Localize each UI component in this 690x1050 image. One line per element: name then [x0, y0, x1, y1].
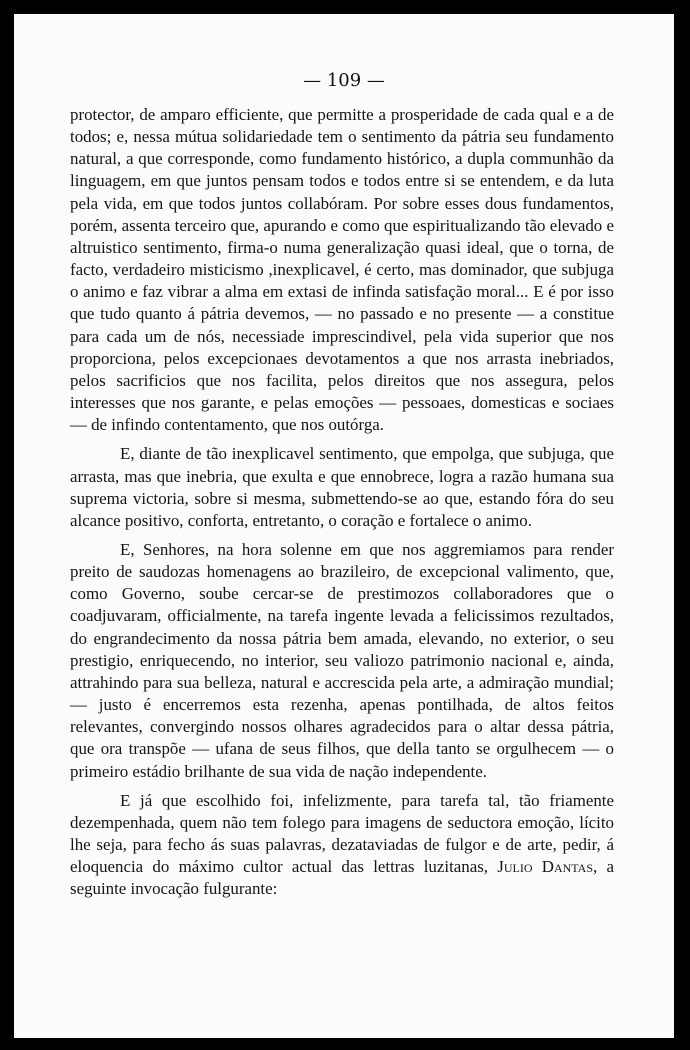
paragraph-1: protector, de amparo efficiente, que permitte a prosperidade de cada qual e a de todos; e, nessa mútua solidariedade tem o sentimento da pátria seu fundamento natural, a que corresponde, como fundamento histórico, a dupla communhão da linguagem, em que juntos pensam todos e todos entre si se entendem, e da luta pela vida, em que todos juntos collabóram. Por sobre esses dous fundamentos, porém, assenta terceiro que, apurando e como que espiritualizando tão elevado e altruistico sentimento, firma-o numa generalização quasi ideal, que o torna, de facto, verdadeiro misticismo ,inexplicavel, é certo, mas dominador, que subjuga o animo e faz vibrar a alma em extasi de infinda satisfação moral... E é por isso que tudo quanto á pátria devemos, — no passado e no presente — a constitue para cada um de nós, necessiade imprescindivel, pela vida superior que nos proporciona, pelos excepcionaes devotamentos a que nos arrasta inebriados, pelos sacrificios que nos facilita, pelos direitos que nos assegura, pelos interesses que nos garante, e pelas emoções — pessoaes, domesticas e sociaes — de infindo contentamento, que nos outórga. — [70, 105, 614, 435]
paragraph-2: E, diante de tão inexplicavel sentimento, que empolga, que subjuga, que arrasta, mas que inebria, que exulta e que ennobrece, logra a razão humana sua suprema victoria, sobre si mesma, submettendo-se ao que, estando fóra do seu alcance positivo, conforta, entretanto, o coração e fortalece o animo. — [70, 444, 614, 530]
paragraph-4-text: E já que escolhido foi, infelizmente, para tarefa tal, tão friamente dezempenhada, quem não tem folego para imagens de seductora emoção, lícito lhe seja, para fecho ás suas palavras, dezataviadas de fulgor e de arte, pedir, á eloquencia do máximo cultor actual das lettras luzitanas, — [70, 790, 614, 877]
paragraph-3: E, Senhores, na hora solenne em que nos aggremiamos para render preito de saudozas homenagens ao brazileiro, de excepcional valimento, que, como Governo, soube cercar-se de prestimozos collaboradores que o coadjuvaram, officialmente, na tarefa ingente levada a felicissimos rezultados, do engrandecimento da nossa pátria bem amada, elevando, no exterior, o seu prestigio, enriquecendo, no interior, seu valiozo patrimonio nacional e, ainda, attrahindo para sua belleza, natural e accrescida pela arte, a admiração mundial; — justo é encerremos esta rezenha, apenas pontilhada, de altos feitos relevantes, convergindo nossos olhares agradecidos para o altar dessa pátria, que ora transpõe — ufana de seus filhos, que della tanto se orgulhecem — o primeiro estádio brilhante de sua vida de nação independente. — [70, 539, 614, 781]
page-number: — 109 — — [303, 70, 385, 91]
body-text — [70, 104, 614, 907]
author-name: Julio Dantas — [497, 857, 593, 877]
book-page — [14, 14, 674, 1038]
paragraph-4-ending: , a seguinte invocação fulgurante: — [70, 857, 614, 899]
paragraph-4 — [70, 790, 614, 901]
